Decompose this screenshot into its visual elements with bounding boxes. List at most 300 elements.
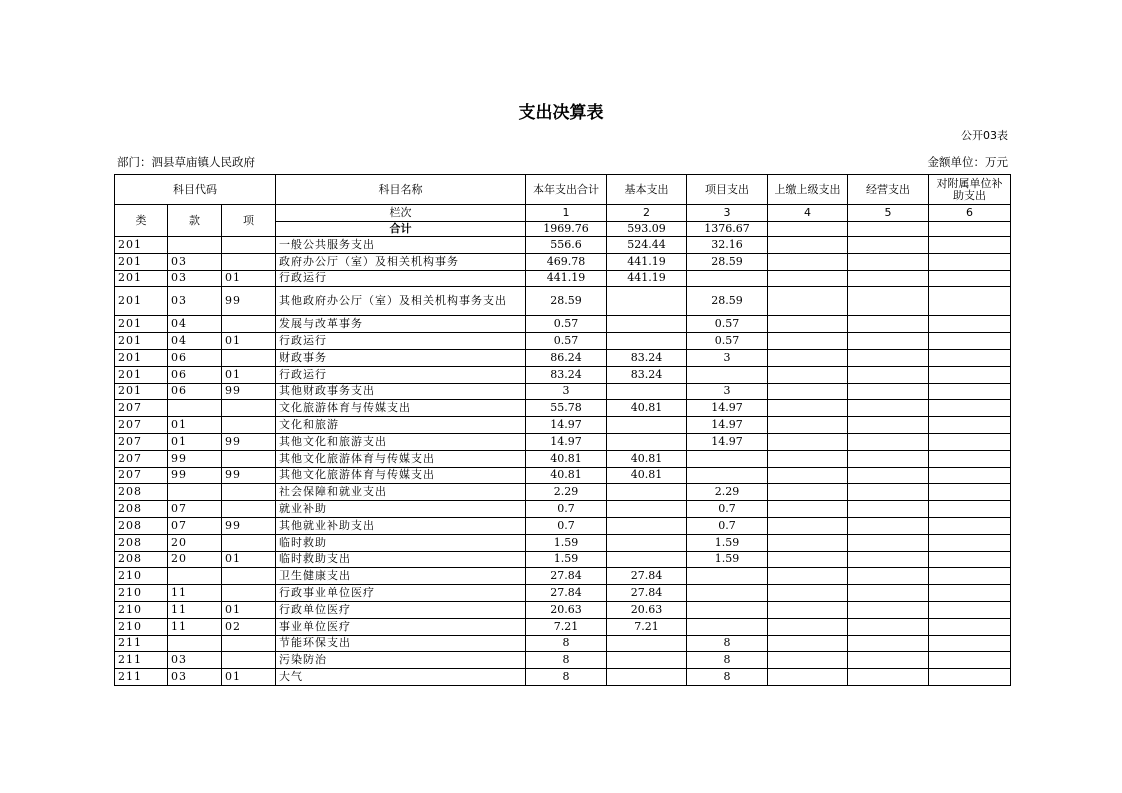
row-business <box>848 652 929 669</box>
row-xiang: 01 <box>222 333 276 350</box>
row-lei: 207 <box>115 467 168 484</box>
sum-label: 合计 <box>276 222 526 237</box>
row-basic <box>607 517 687 534</box>
row-kuan <box>168 237 222 254</box>
header-subsidiary: 对附属单位补助支出 <box>929 175 1011 205</box>
row-kuan: 99 <box>168 467 222 484</box>
row-project: 28.59 <box>687 287 768 316</box>
row-total: 0.57 <box>526 316 607 333</box>
row-subsidiary <box>929 237 1011 254</box>
row-project: 14.97 <box>687 433 768 450</box>
row-name: 行政运行 <box>276 366 526 383</box>
header-business: 经营支出 <box>848 175 929 205</box>
row-subsidiary <box>929 383 1011 400</box>
header-xiang: 项 <box>222 205 276 237</box>
row-name: 行政事业单位医疗 <box>276 585 526 602</box>
row-kuan: 06 <box>168 383 222 400</box>
row-xiang: 02 <box>222 618 276 635</box>
row-subsidiary <box>929 501 1011 518</box>
row-total: 469.78 <box>526 253 607 270</box>
table-row <box>115 287 1011 316</box>
row-business <box>848 270 929 287</box>
row-project: 32.16 <box>687 237 768 254</box>
row-name: 其他文化旅游体育与传媒支出 <box>276 467 526 484</box>
row-project <box>687 568 768 585</box>
row-basic <box>607 287 687 316</box>
row-total: 83.24 <box>526 366 607 383</box>
row-total: 55.78 <box>526 400 607 417</box>
row-total: 27.84 <box>526 585 607 602</box>
row-subsidiary <box>929 349 1011 366</box>
row-kuan <box>168 568 222 585</box>
row-lei: 208 <box>115 534 168 551</box>
row-lei: 208 <box>115 517 168 534</box>
expenditure-table <box>114 174 1011 686</box>
row-project <box>687 618 768 635</box>
row-business <box>848 383 929 400</box>
row-business <box>848 534 929 551</box>
row-xiang: 99 <box>222 467 276 484</box>
row-project: 0.57 <box>687 333 768 350</box>
row-name: 文化旅游体育与传媒支出 <box>276 400 526 417</box>
row-upper <box>768 585 848 602</box>
row-project: 8 <box>687 652 768 669</box>
row-name: 其他文化和旅游支出 <box>276 433 526 450</box>
row-total: 2.29 <box>526 484 607 501</box>
row-lei: 211 <box>115 669 168 686</box>
row-business <box>848 501 929 518</box>
row-xiang <box>222 450 276 467</box>
row-basic <box>607 316 687 333</box>
row-kuan: 07 <box>168 501 222 518</box>
row-subsidiary <box>929 417 1011 434</box>
table-row <box>115 568 1011 585</box>
row-business <box>848 237 929 254</box>
row-basic <box>607 534 687 551</box>
row-lei: 208 <box>115 501 168 518</box>
col-index-4: 4 <box>768 205 848 222</box>
header-subject-name: 科目名称 <box>276 175 526 205</box>
row-kuan: 06 <box>168 366 222 383</box>
row-name: 事业单位医疗 <box>276 618 526 635</box>
row-project: 14.97 <box>687 417 768 434</box>
header-lei: 类 <box>115 205 168 237</box>
row-subsidiary <box>929 551 1011 568</box>
row-name: 就业补助 <box>276 501 526 518</box>
row-business <box>848 366 929 383</box>
row-name: 其他文化旅游体育与传媒支出 <box>276 450 526 467</box>
row-lei: 211 <box>115 635 168 652</box>
row-basic: 20.63 <box>607 601 687 618</box>
table-row <box>115 383 1011 400</box>
row-total: 1.59 <box>526 551 607 568</box>
row-upper <box>768 652 848 669</box>
row-kuan <box>168 400 222 417</box>
row-lei: 210 <box>115 568 168 585</box>
row-project <box>687 450 768 467</box>
table-row <box>115 366 1011 383</box>
row-subsidiary <box>929 585 1011 602</box>
row-project: 0.7 <box>687 501 768 518</box>
row-lei: 207 <box>115 450 168 467</box>
row-basic: 40.81 <box>607 450 687 467</box>
row-lei: 201 <box>115 316 168 333</box>
row-xiang <box>222 501 276 518</box>
row-xiang <box>222 316 276 333</box>
sum-business <box>848 222 929 237</box>
row-xiang: 01 <box>222 551 276 568</box>
row-total: 86.24 <box>526 349 607 366</box>
row-subsidiary <box>929 287 1011 316</box>
row-basic <box>607 484 687 501</box>
row-upper <box>768 383 848 400</box>
row-kuan: 20 <box>168 551 222 568</box>
row-business <box>848 551 929 568</box>
row-lei: 201 <box>115 349 168 366</box>
row-upper <box>768 333 848 350</box>
sum-total: 1969.76 <box>526 222 607 237</box>
row-upper <box>768 400 848 417</box>
row-name: 污染防治 <box>276 652 526 669</box>
row-upper <box>768 568 848 585</box>
row-lei: 207 <box>115 417 168 434</box>
row-project <box>687 585 768 602</box>
table-row <box>115 270 1011 287</box>
row-business <box>848 287 929 316</box>
row-lei: 201 <box>115 333 168 350</box>
row-business <box>848 669 929 686</box>
sum-project: 1376.67 <box>687 222 768 237</box>
row-basic: 441.19 <box>607 270 687 287</box>
row-xiang <box>222 585 276 602</box>
row-lei: 201 <box>115 237 168 254</box>
row-business <box>848 400 929 417</box>
table-row <box>115 237 1011 254</box>
table-row <box>115 433 1011 450</box>
row-kuan: 03 <box>168 652 222 669</box>
row-xiang <box>222 568 276 585</box>
row-basic <box>607 333 687 350</box>
row-subsidiary <box>929 467 1011 484</box>
header-kuan: 款 <box>168 205 222 237</box>
row-kuan: 11 <box>168 585 222 602</box>
row-kuan: 04 <box>168 333 222 350</box>
row-total: 40.81 <box>526 450 607 467</box>
row-business <box>848 316 929 333</box>
row-lei: 201 <box>115 270 168 287</box>
table-row <box>115 517 1011 534</box>
row-xiang <box>222 635 276 652</box>
department-label: 部门：泗县草庙镇人民政府 <box>117 155 255 169</box>
table-row <box>115 467 1011 484</box>
row-kuan: 99 <box>168 450 222 467</box>
row-subsidiary <box>929 270 1011 287</box>
row-kuan <box>168 484 222 501</box>
row-xiang <box>222 417 276 434</box>
row-project: 14.97 <box>687 400 768 417</box>
table-row <box>115 417 1011 434</box>
row-lei: 210 <box>115 601 168 618</box>
row-business <box>848 517 929 534</box>
row-business <box>848 618 929 635</box>
row-kuan: 04 <box>168 316 222 333</box>
row-lei: 201 <box>115 366 168 383</box>
row-subsidiary <box>929 316 1011 333</box>
row-project: 0.57 <box>687 316 768 333</box>
row-subsidiary <box>929 517 1011 534</box>
row-basic: 27.84 <box>607 568 687 585</box>
row-name: 卫生健康支出 <box>276 568 526 585</box>
row-total: 8 <box>526 669 607 686</box>
row-project: 28.59 <box>687 253 768 270</box>
header-upper: 上缴上级支出 <box>768 175 848 205</box>
table-row <box>115 618 1011 635</box>
row-project: 2.29 <box>687 484 768 501</box>
row-total: 3 <box>526 383 607 400</box>
row-lei: 208 <box>115 484 168 501</box>
table-row <box>115 652 1011 669</box>
row-project <box>687 467 768 484</box>
row-project <box>687 601 768 618</box>
row-project: 8 <box>687 635 768 652</box>
col-index-3: 3 <box>687 205 768 222</box>
table-row <box>115 551 1011 568</box>
row-basic <box>607 652 687 669</box>
sum-upper <box>768 222 848 237</box>
row-kuan: 11 <box>168 601 222 618</box>
row-subsidiary <box>929 484 1011 501</box>
row-kuan: 07 <box>168 517 222 534</box>
row-basic: 441.19 <box>607 253 687 270</box>
row-project: 1.59 <box>687 551 768 568</box>
row-xiang <box>222 400 276 417</box>
row-subsidiary <box>929 400 1011 417</box>
table-row <box>115 333 1011 350</box>
row-basic: 40.81 <box>607 400 687 417</box>
row-xiang: 99 <box>222 383 276 400</box>
row-project: 1.59 <box>687 534 768 551</box>
row-total: 8 <box>526 635 607 652</box>
row-name: 行政运行 <box>276 270 526 287</box>
row-xiang: 01 <box>222 601 276 618</box>
row-project: 3 <box>687 349 768 366</box>
row-name: 政府办公厅（室）及相关机构事务 <box>276 253 526 270</box>
row-project <box>687 366 768 383</box>
row-business <box>848 635 929 652</box>
table-row <box>115 450 1011 467</box>
row-business <box>848 601 929 618</box>
row-upper <box>768 450 848 467</box>
sum-basic: 593.09 <box>607 222 687 237</box>
row-subsidiary <box>929 568 1011 585</box>
row-lei: 207 <box>115 400 168 417</box>
row-total: 14.97 <box>526 417 607 434</box>
header-lanci: 栏次 <box>276 205 526 222</box>
row-subsidiary <box>929 333 1011 350</box>
row-basic <box>607 669 687 686</box>
row-project: 8 <box>687 669 768 686</box>
row-lei: 201 <box>115 253 168 270</box>
row-business <box>848 349 929 366</box>
row-kuan: 03 <box>168 253 222 270</box>
row-upper <box>768 316 848 333</box>
row-xiang <box>222 534 276 551</box>
row-upper <box>768 287 848 316</box>
row-total: 0.57 <box>526 333 607 350</box>
row-subsidiary <box>929 253 1011 270</box>
row-xiang: 01 <box>222 366 276 383</box>
sum-subsidiary <box>929 222 1011 237</box>
row-business <box>848 253 929 270</box>
row-basic <box>607 551 687 568</box>
row-lei: 210 <box>115 585 168 602</box>
col-index-2: 2 <box>607 205 687 222</box>
row-upper <box>768 669 848 686</box>
row-total: 27.84 <box>526 568 607 585</box>
row-name: 其他就业补助支出 <box>276 517 526 534</box>
row-kuan: 01 <box>168 433 222 450</box>
row-basic <box>607 501 687 518</box>
row-basic: 83.24 <box>607 366 687 383</box>
row-upper <box>768 467 848 484</box>
row-subsidiary <box>929 601 1011 618</box>
row-kuan: 11 <box>168 618 222 635</box>
row-xiang: 99 <box>222 517 276 534</box>
page-title: 支出决算表 <box>518 103 604 123</box>
row-basic <box>607 433 687 450</box>
row-name: 其他财政事务支出 <box>276 383 526 400</box>
row-business <box>848 484 929 501</box>
row-kuan: 03 <box>168 287 222 316</box>
table-row <box>115 349 1011 366</box>
row-upper <box>768 517 848 534</box>
row-business <box>848 585 929 602</box>
row-total: 40.81 <box>526 467 607 484</box>
row-upper <box>768 601 848 618</box>
row-project: 3 <box>687 383 768 400</box>
row-xiang: 01 <box>222 270 276 287</box>
row-basic <box>607 417 687 434</box>
row-total: 441.19 <box>526 270 607 287</box>
row-name: 行政运行 <box>276 333 526 350</box>
row-name: 社会保障和就业支出 <box>276 484 526 501</box>
row-subsidiary <box>929 366 1011 383</box>
row-xiang: 01 <box>222 669 276 686</box>
row-name: 节能环保支出 <box>276 635 526 652</box>
row-lei: 201 <box>115 383 168 400</box>
row-upper <box>768 551 848 568</box>
row-lei: 210 <box>115 618 168 635</box>
header-project: 项目支出 <box>687 175 768 205</box>
row-business <box>848 568 929 585</box>
col-index-6: 6 <box>929 205 1011 222</box>
row-upper <box>768 618 848 635</box>
row-basic: 7.21 <box>607 618 687 635</box>
row-kuan: 03 <box>168 270 222 287</box>
row-upper <box>768 253 848 270</box>
row-upper <box>768 433 848 450</box>
form-code: 公开03表 <box>961 129 1008 142</box>
row-name: 发展与改革事务 <box>276 316 526 333</box>
row-upper <box>768 635 848 652</box>
row-kuan: 06 <box>168 349 222 366</box>
row-subsidiary <box>929 669 1011 686</box>
row-subsidiary <box>929 433 1011 450</box>
row-name: 其他政府办公厅（室）及相关机构事务支出 <box>276 287 526 316</box>
header-total: 本年支出合计 <box>526 175 607 205</box>
row-xiang <box>222 484 276 501</box>
row-name: 临时救助支出 <box>276 551 526 568</box>
row-name: 财政事务 <box>276 349 526 366</box>
table-row <box>115 669 1011 686</box>
header-subject-code: 科目代码 <box>115 175 276 205</box>
header-basic: 基本支出 <box>607 175 687 205</box>
row-business <box>848 450 929 467</box>
row-kuan <box>168 635 222 652</box>
row-total: 0.7 <box>526 501 607 518</box>
row-upper <box>768 270 848 287</box>
row-subsidiary <box>929 635 1011 652</box>
col-index-5: 5 <box>848 205 929 222</box>
row-xiang <box>222 253 276 270</box>
table-row <box>115 253 1011 270</box>
row-kuan: 20 <box>168 534 222 551</box>
row-upper <box>768 237 848 254</box>
row-basic <box>607 635 687 652</box>
row-subsidiary <box>929 618 1011 635</box>
row-upper <box>768 534 848 551</box>
row-xiang: 99 <box>222 433 276 450</box>
row-basic <box>607 383 687 400</box>
row-total: 1.59 <box>526 534 607 551</box>
row-xiang <box>222 349 276 366</box>
row-kuan: 01 <box>168 417 222 434</box>
table-row <box>115 400 1011 417</box>
row-total: 556.6 <box>526 237 607 254</box>
row-basic: 83.24 <box>607 349 687 366</box>
row-lei: 207 <box>115 433 168 450</box>
unit-label: 金额单位：万元 <box>927 155 1008 169</box>
row-total: 14.97 <box>526 433 607 450</box>
row-upper <box>768 349 848 366</box>
table-row <box>115 585 1011 602</box>
row-business <box>848 467 929 484</box>
row-name: 文化和旅游 <box>276 417 526 434</box>
col-index-1: 1 <box>526 205 607 222</box>
table-row <box>115 601 1011 618</box>
row-upper <box>768 417 848 434</box>
table-row <box>115 484 1011 501</box>
row-xiang <box>222 652 276 669</box>
table-row <box>115 316 1011 333</box>
table-row <box>115 534 1011 551</box>
table-row <box>115 501 1011 518</box>
row-basic: 524.44 <box>607 237 687 254</box>
row-total: 0.7 <box>526 517 607 534</box>
row-business <box>848 433 929 450</box>
row-project <box>687 270 768 287</box>
row-name: 行政单位医疗 <box>276 601 526 618</box>
row-xiang: 99 <box>222 287 276 316</box>
row-kuan: 03 <box>168 669 222 686</box>
row-subsidiary <box>929 652 1011 669</box>
row-total: 7.21 <box>526 618 607 635</box>
row-lei: 201 <box>115 287 168 316</box>
row-name: 一般公共服务支出 <box>276 237 526 254</box>
row-project: 0.7 <box>687 517 768 534</box>
row-xiang <box>222 237 276 254</box>
row-business <box>848 417 929 434</box>
